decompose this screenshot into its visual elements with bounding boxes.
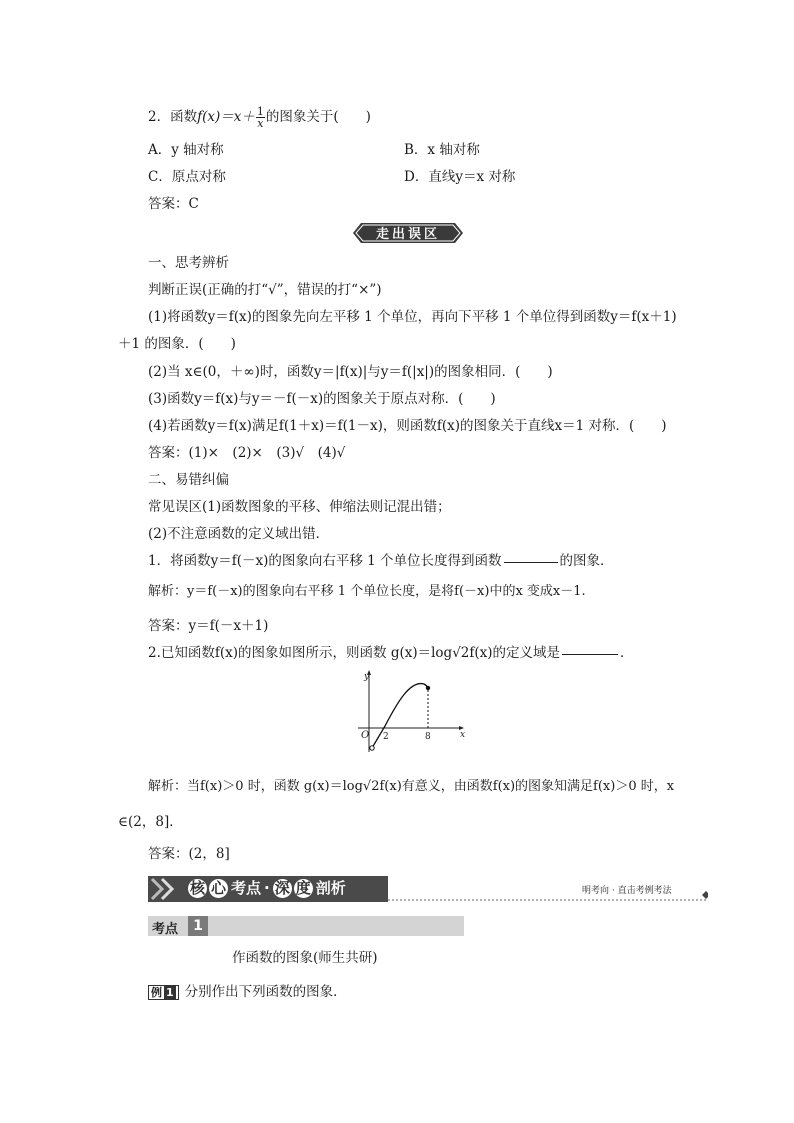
title-part-7: 剖析	[315, 879, 346, 897]
q2-suffix: 的图象关于( )	[265, 109, 371, 125]
q2-fraction	[256, 106, 265, 129]
p2q1-pre: 1．将函数y＝f(－x)的图象向右平移 1 个单位长度得到函数	[148, 553, 502, 569]
part1-item-1: (1)将函数y＝f(x)的图象先向左平移 1 个单位，再向下平移 1 个单位得到函数y＝f(x＋1)	[148, 309, 677, 325]
banner-title: 走出误区	[375, 227, 441, 242]
part2-question-2	[148, 645, 634, 661]
example-1	[148, 984, 347, 1000]
part1-item-4: (4)若函数y＝f(x)满足f(1＋x)＝f(1－x)，则函数f(x)的图象关于直线x＝1 对称．( )	[148, 418, 667, 434]
topic-title: 作函数的图象(师生共研)	[232, 950, 378, 966]
part2-q2-answer: 答案：(2，8]	[148, 846, 230, 862]
part1-answer: 答案：(1)× (2)× (3)√ (4)√	[148, 445, 346, 461]
part2-q2-solution-1: 解析：当f(x)＞0 时，函数 g(x)＝log√2f(x)有意义，由函数f(x)的图象知满足f(x)＞0 时，x	[148, 779, 675, 794]
p2q1-blank	[504, 562, 558, 563]
section-title	[188, 879, 346, 898]
origin-label: O	[361, 730, 370, 741]
p2q2-pre: 2.已知函数f(x)的图象如图所示，则函数 g(x)＝log√2f(x)的定义域是	[148, 645, 561, 661]
function-curve	[372, 684, 428, 748]
title-part-3: 考点	[231, 879, 262, 897]
title-char-1: 核	[189, 879, 205, 897]
q2-function: f(x)＝x＋	[197, 109, 255, 125]
example-label: 例	[151, 986, 162, 999]
y-axis-label: y	[364, 672, 370, 682]
q2-option-b: B．x 轴对称	[404, 142, 480, 158]
part2-q2-solution-2: ∈(2，8]．	[118, 814, 183, 830]
part2-q1-answer: 答案：y＝f(－x＋1)	[148, 618, 269, 634]
p2q2-blank	[562, 654, 618, 655]
q2-answer: 答案：C	[148, 196, 199, 212]
q2-option-a: A．y 轴对称	[148, 142, 224, 158]
part1-item-1-cont: ＋1 的图象．( )	[118, 336, 236, 352]
part2-heading: 二、易错纠偏	[148, 472, 229, 488]
title-char-2: 心	[210, 879, 226, 897]
title-char-6: 度	[295, 879, 311, 897]
example-number: 1	[166, 986, 174, 999]
tick-8: 8	[425, 732, 431, 742]
q2-prefix: 2．函数	[148, 109, 198, 125]
open-endpoint	[370, 746, 374, 750]
tick-2: 2	[383, 732, 389, 742]
question-2-stem	[148, 106, 371, 129]
q2-option-c: C．原点对称	[148, 169, 226, 185]
part1-item-3: (3)函数y＝f(x)与y＝－f(－x)的图象关于原点对称．( )	[148, 391, 496, 407]
part2-question-1	[148, 553, 614, 569]
function-graph	[352, 668, 472, 760]
part2-common-1: 常见误区(1)函数图象的平移、伸缩法则记混出错；	[148, 499, 451, 515]
x-axis-label: x	[460, 730, 466, 740]
q2-option-d: D．直线y＝x 对称	[404, 169, 516, 185]
title-char-5: 深	[274, 879, 290, 897]
kaodian-label: 考点	[152, 922, 179, 937]
part1-item-2: (2)当 x∈(0，＋∞)时，函数y＝|f(x)|与y＝f(|x|)的图象相同．( )	[148, 364, 553, 380]
part2-q1-solution: 解析：y＝f(－x)的图象向右平移 1 个单位长度，是将f(－x)中的x 变成x－1.	[148, 584, 586, 599]
q2-frac-num: 1	[256, 105, 264, 118]
p2q1-post: 的图象．	[559, 553, 614, 569]
part1-intro: 判断正误(正确的打“√”，错误的打“×”)	[148, 282, 382, 298]
p2q2-post: ．	[620, 645, 634, 661]
q2-frac-den: x	[257, 117, 264, 130]
part1-heading: 一、思考辨析	[148, 255, 229, 271]
part2-common-2: (2)不注意函数的定义域出错．	[148, 526, 330, 542]
example-badge	[148, 985, 179, 1000]
closed-endpoint	[426, 686, 430, 690]
banner-pill	[351, 222, 465, 244]
kaodian-number: 1	[188, 916, 208, 936]
example-text: 分别作出下列函数的图象．	[184, 984, 347, 1000]
kaodian-bar	[148, 916, 464, 936]
title-dot: ·	[264, 879, 270, 897]
section-right-text: 明考向 · 直击考例考法	[582, 886, 672, 896]
